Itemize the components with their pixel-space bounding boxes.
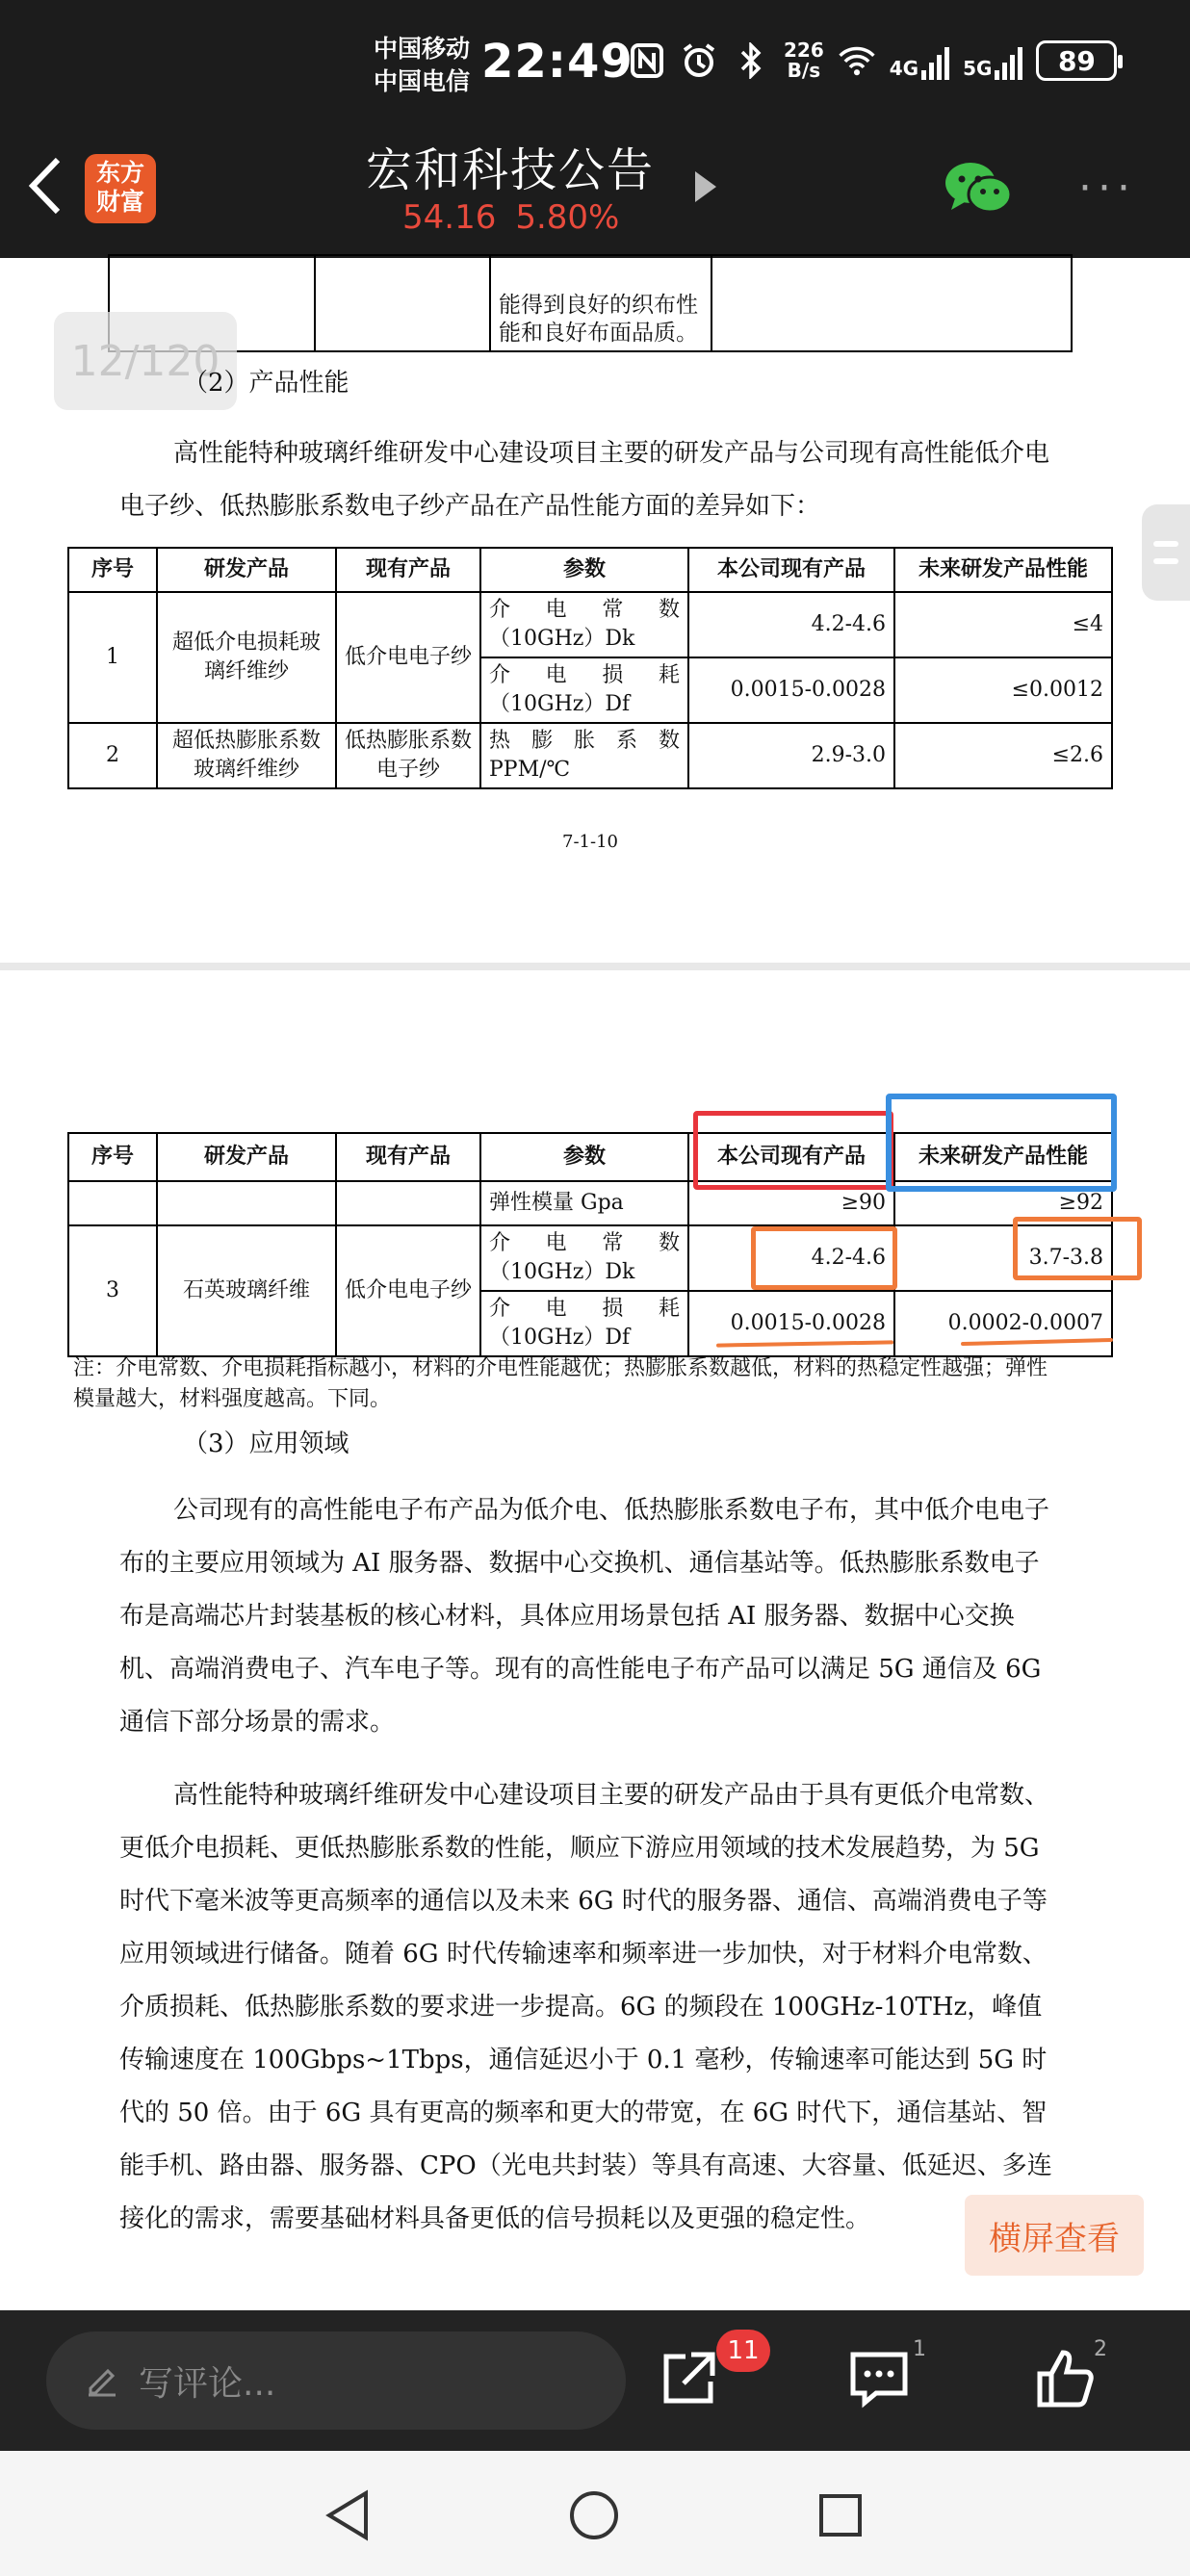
param-cell — [480, 1291, 688, 1356]
product-cell: 石英玻璃纤维 — [157, 1225, 336, 1356]
param-cell — [480, 657, 688, 723]
page-title: 宏和科技公告 — [366, 143, 656, 197]
clock: 22:49 — [481, 35, 634, 89]
current-value-cell: ≥90 — [688, 1181, 894, 1225]
table-row — [68, 1225, 1112, 1291]
bottom-action-bar — [0, 2310, 1190, 2451]
param-line: （10GHz）Dk — [489, 627, 635, 651]
carrier-2: 中国电信 — [374, 67, 471, 95]
like-count: 2 — [1094, 2337, 1107, 2361]
current-value-cell: 4.2-4.6 — [688, 592, 894, 657]
param-line: PPM/℃ — [489, 758, 571, 782]
row-number: 1 — [68, 592, 157, 723]
system-nav-bar — [0, 2451, 1190, 2576]
net-speed-unit: B/s — [787, 59, 821, 82]
table-cell — [336, 1181, 480, 1225]
blue-highlight-box — [886, 1094, 1117, 1192]
future-value-cell: ≤0.0012 — [894, 657, 1112, 723]
stock-quote[interactable] — [402, 198, 638, 237]
nav-recents-icon[interactable] — [818, 2493, 863, 2541]
stock-change: 5.80% — [515, 198, 620, 237]
nav-back-icon[interactable] — [323, 2489, 372, 2545]
table-cell — [68, 1181, 157, 1225]
current-value-cell: 0.0015-0.0028 — [688, 1291, 894, 1356]
table-row — [68, 592, 1112, 657]
section-3-title: （3）应用领域 — [183, 1430, 349, 1458]
document-viewer[interactable] — [0, 258, 1190, 2310]
param-cell — [480, 723, 688, 788]
col-header: 现有产品 — [336, 548, 480, 592]
nfc-icon — [628, 41, 666, 80]
table-header-row — [68, 548, 1112, 592]
orange-highlight-box — [1013, 1217, 1142, 1280]
orange-highlight-box — [751, 1226, 897, 1290]
param-line: 介电常数 — [489, 598, 680, 622]
param-line: （10GHz）Df — [489, 1326, 631, 1350]
param-line: （10GHz）Df — [489, 692, 631, 716]
bluetooth-icon — [732, 41, 770, 80]
page-number: 7-1-10 — [562, 832, 618, 852]
share-count-badge: 11 — [716, 2330, 770, 2372]
comments-icon[interactable] — [847, 2347, 915, 2414]
landscape-view-button[interactable]: 横屏查看 — [965, 2195, 1144, 2276]
section-2-title: （2）产品性能 — [183, 369, 349, 398]
existing-product-cell: 低介电电子纱 — [336, 1225, 480, 1356]
future-value-cell: ≥92 — [894, 1181, 1112, 1225]
carrier-labels — [374, 33, 470, 98]
future-value-cell: 3.7-3.8 — [894, 1225, 1112, 1291]
side-drawer-handle[interactable] — [1142, 504, 1190, 601]
product-cell: 超低热膨胀系数玻璃纤维纱 — [157, 723, 336, 788]
param-cell: 弹性模量 Gpa — [480, 1181, 688, 1225]
col-header: 序号 — [68, 548, 157, 592]
net-speed-value: 226 — [784, 39, 824, 62]
status-bar — [0, 29, 1190, 106]
col-header: 参数 — [480, 1133, 688, 1181]
col-header: 研发产品 — [157, 548, 336, 592]
red-highlight-box — [693, 1111, 893, 1190]
table-cell — [157, 1181, 336, 1225]
table-cell-text: 能得到良好的织布性能和良好布面品质。 — [499, 293, 698, 346]
table-row — [68, 723, 1112, 788]
existing-product-cell: 低介电电子纱 — [336, 592, 480, 723]
comment-placeholder: 写评论... — [139, 2363, 276, 2404]
param-line: 介电常数 — [489, 1231, 680, 1255]
play-icon[interactable] — [695, 171, 716, 202]
stock-price: 54.16 — [402, 198, 497, 237]
paragraph-2: 公司现有的高性能电子布产品为低介电、低热膨胀系数电子布，其中低介电电子布的主要应用领域为 AI 服务器、数据中心交换机、通信基站等。低热膨胀系数电子布是高端芯片封装基板的核心材料，具体应用场景包括 AI 服务器、数据中心交换机、高端消费电子、汽车电子等。现有的高性能电子布产品可以满足 5G 通信及 6G 通信下部分场景的需求。 — [119, 1496, 1050, 1737]
table-cell — [711, 255, 1072, 351]
wechat-share-icon[interactable] — [944, 160, 1013, 218]
current-value-cell: 0.0015-0.0028 — [688, 657, 894, 723]
current-value-cell: 2.9-3.0 — [688, 723, 894, 788]
current-value-cell: 4.2-4.6 — [688, 1225, 894, 1291]
status-icons — [628, 40, 1117, 81]
future-value-cell: ≤2.6 — [894, 723, 1112, 788]
like-icon[interactable] — [1034, 2347, 1101, 2414]
paragraph-1: 高性能特种玻璃纤维研发中心建设项目主要的研发产品与公司现有高性能低介电电子纱、低热膨胀系数电子纱产品在产品性能方面的差异如下： — [119, 439, 1050, 521]
alarm-icon — [680, 41, 718, 80]
share-icon[interactable] — [657, 2347, 724, 2414]
future-value-cell: ≤4 — [894, 592, 1112, 657]
comment-count: 1 — [913, 2337, 926, 2361]
col-header: 本公司现有产品 — [688, 548, 894, 592]
back-button[interactable] — [25, 156, 64, 226]
paragraph-3: 高性能特种玻璃纤维研发中心建设项目主要的研发产品由于具有更低介电常数、更低介电损耗、更低热膨胀系数的性能，顺应下游应用领域的技术发展趋势，为 5G 时代下毫米波等更高频率的通信以及未来 6G 时代的服务器、通信、高端消费电子等应用领域进行储备。随着 6G 时代传输速率和频率进一步加快，对于材料介电常数、介质损耗、低热膨胀系数的要求进一步提高。6G 的频段在 100GHz-10THz，峰值传输速度在 100Gbps~1Tbps，通信延迟小于 0.1 毫秒，传输速率可能达到 5G 时代的 50 倍。由于 6G 具有更高的频率和更大的带宽，在 6G 时代下，通信基站、智能手机、路由器、服务器、CPO（光电共封装）等具有高速、大容量、低延迟、多连接化的需求，需要基础材料具备更低的信号损耗以及更强的稳定性。 — [119, 1781, 1052, 2233]
param-line: 热膨胀系数 — [489, 729, 680, 753]
col-header: 现有产品 — [336, 1133, 480, 1181]
signal-5g-label: 5G — [963, 57, 993, 80]
param-cell — [480, 1225, 688, 1291]
table-cell — [490, 255, 711, 351]
carrier-1: 中国移动 — [374, 35, 471, 63]
wifi-icon — [838, 41, 876, 80]
table-prev-tail — [108, 254, 1073, 352]
signal-4g — [890, 41, 949, 80]
nav-home-icon[interactable] — [568, 2489, 620, 2545]
signal-5g — [963, 41, 1022, 80]
param-line: 介电损耗 — [489, 663, 680, 687]
comparison-table-1 — [67, 547, 1113, 789]
more-options-icon[interactable]: ··· — [1078, 164, 1136, 213]
product-cell: 超低介电损耗玻璃纤维纱 — [157, 592, 336, 723]
col-header: 序号 — [68, 1133, 157, 1181]
col-header: 未来研发产品性能 — [894, 1133, 1112, 1181]
top-bar — [0, 0, 1190, 258]
col-header: 研发产品 — [157, 1133, 336, 1181]
battery-level: 89 — [1057, 44, 1096, 77]
comment-input[interactable] — [46, 2331, 626, 2430]
logo-line-2: 财富 — [95, 188, 144, 216]
future-value-cell: 0.0002-0.0007 — [894, 1291, 1112, 1356]
table-cell — [315, 255, 490, 351]
app-logo — [85, 154, 156, 223]
col-header: 本公司现有产品 — [688, 1133, 894, 1181]
param-line: 介电损耗 — [489, 1297, 680, 1321]
table-note: 注：介电常数、介电损耗指标越小，材料的介电性能越优；热膨胀系数越低，材料的热稳定性越强；弹性模量越大，材料强度越高。下同。 — [73, 1356, 1048, 1411]
pencil-icon — [85, 2363, 119, 2398]
param-cell — [480, 592, 688, 657]
logo-line-1: 东方 — [95, 159, 144, 187]
page-indicator: 12/120 — [54, 312, 237, 410]
col-header: 未来研发产品性能 — [894, 548, 1112, 592]
existing-product-cell: 低热膨胀系数电子纱 — [336, 723, 480, 788]
battery-icon — [1036, 40, 1117, 81]
col-header: 参数 — [480, 548, 688, 592]
signal-4g-label: 4G — [889, 57, 919, 80]
row-number: 2 — [68, 723, 157, 788]
page-divider — [0, 963, 1190, 970]
param-line: （10GHz）Dk — [489, 1260, 635, 1284]
row-number: 3 — [68, 1225, 157, 1356]
net-speed — [784, 40, 824, 81]
